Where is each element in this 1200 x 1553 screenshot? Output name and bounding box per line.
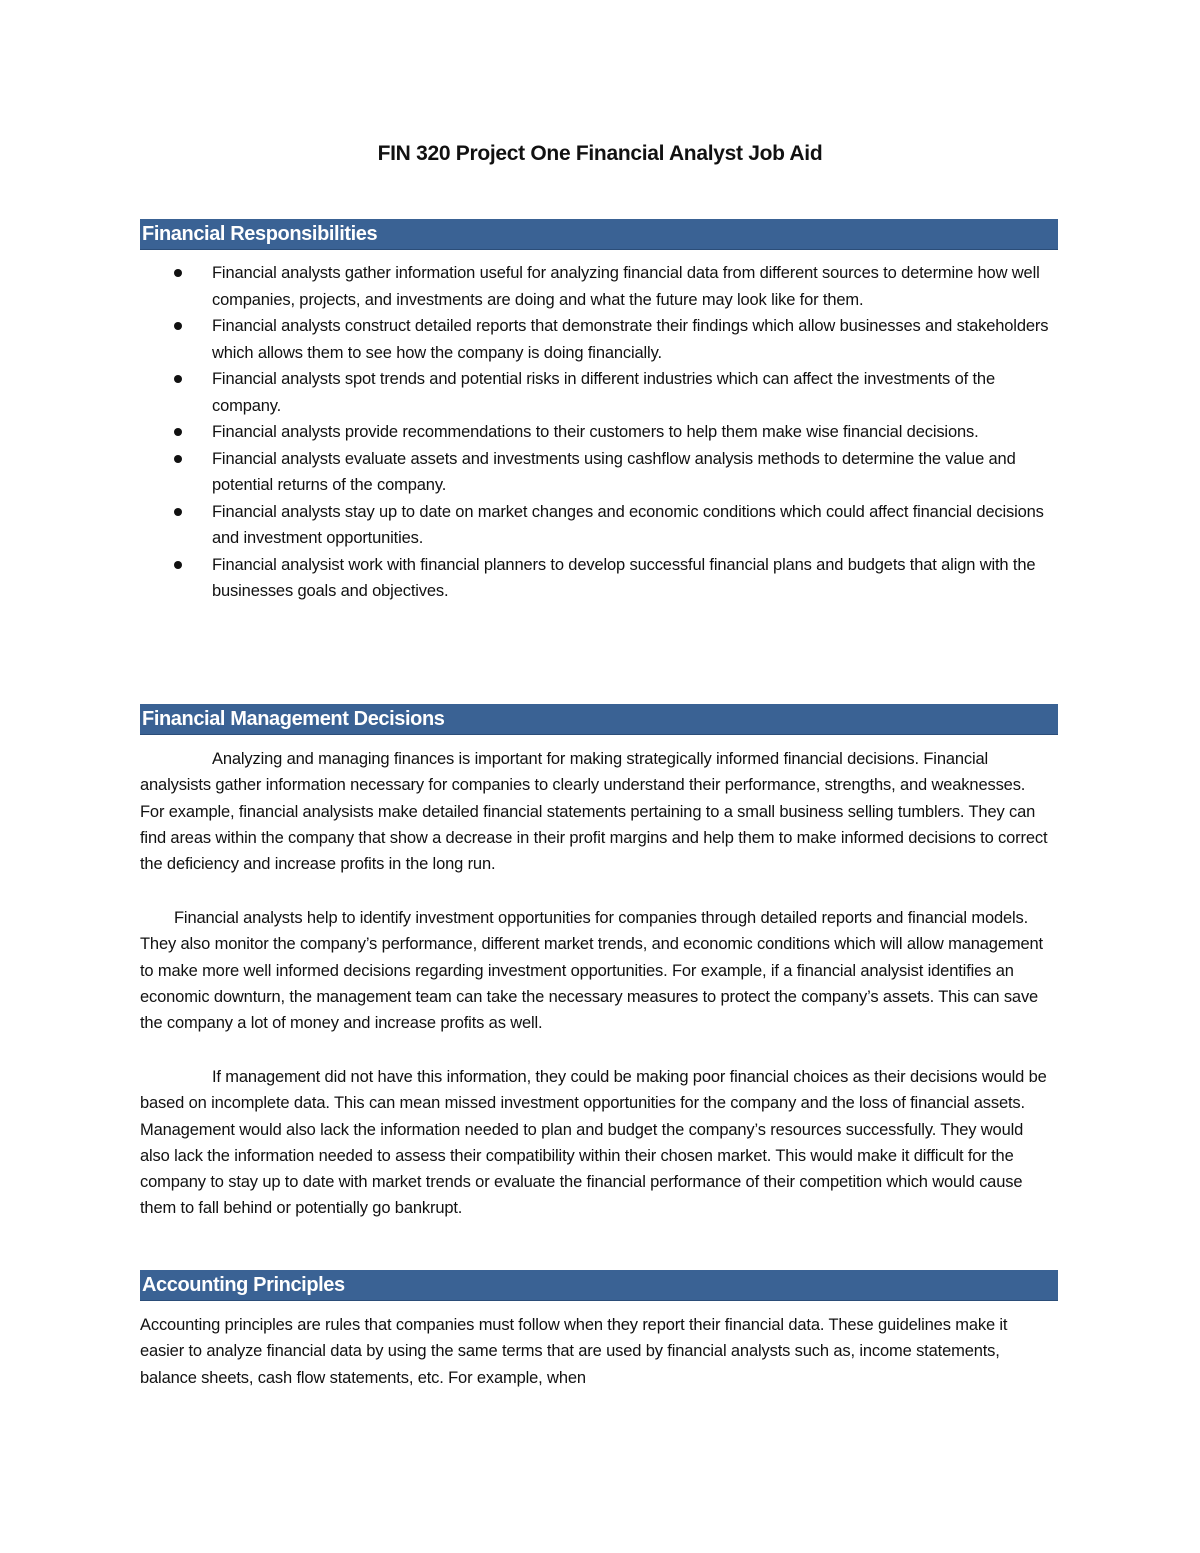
list-item-text: Financial analysts evaluate assets and investments using cashflow analysis methods to determine the value and potential returns of the company. xyxy=(212,449,1016,494)
bullet-icon xyxy=(174,269,182,277)
list-item-text: Financial analysts stay up to date on market changes and economic conditions which could affect financial decisions and investment opportunities. xyxy=(212,502,1044,547)
list-item xyxy=(140,446,1060,499)
list-item xyxy=(140,313,1060,366)
bullet-icon xyxy=(174,508,182,516)
section-heading-accounting-principles: Accounting Principles xyxy=(140,1270,1058,1301)
body-paragraph: Analyzing and managing finances is important for making strategically informed financial decisions. Financial analysists gather information necessary for companies to clearly understand their performance, strengths, and weaknesses. For example, financial analysists make detailed financial statements pertaining to a small business selling tumblers. They can find areas within the company that show a decrease in their profit margins and help them to make informed decisions to correct the deficiency and increase profits in the long run. xyxy=(140,750,1048,874)
bullet-icon xyxy=(174,428,182,436)
body-paragraph: Financial analysts help to identify investment opportunities for companies through detailed reports and financial models. They also monitor the company’s performance, different market trends, and economic conditions which will allow management to make more well informed decisions regarding investment opportunities. For example, if a financial analysist identifies an economic downturn, the management team can take the necessary measures to protect the company’s assets. This can save the company a lot of money and increase profits as well. xyxy=(140,909,1043,1033)
list-item-text: Financial analysts construct detailed reports that demonstrate their findings which allow businesses and stakeholders which allows them to see how the company is doing financially. xyxy=(212,317,1049,362)
list-item xyxy=(140,552,1060,605)
document-title: FIN 320 Project One Financial Analyst Job Aid xyxy=(377,142,823,165)
bullet-icon xyxy=(174,455,182,463)
bullet-icon xyxy=(174,561,182,569)
section-heading-financial-responsibilities: Financial Responsibilities xyxy=(140,219,1058,250)
list-item xyxy=(140,260,1060,313)
section-heading-financial-management-decisions: Financial Management Decisions xyxy=(140,704,1058,735)
list-item xyxy=(140,419,1060,446)
list-item xyxy=(140,366,1060,419)
body-paragraph: Accounting principles are rules that companies must follow when they report their financial data. These guidelines make it easier to analyze financial data by using the same terms that are used by financial analysts such as, income statements, balance sheets, cash flow statements, etc. For example, when xyxy=(140,1316,1008,1387)
bullet-icon xyxy=(174,375,182,383)
body-paragraph: If management did not have this information, they could be making poor financial choices as their decisions would be based on incomplete data. This can mean missed investment opportunities for the company and the loss of financial assets. Management would also lack the information needed to plan and budget the company’s resources successfully. They would also lack the information needed to assess their compatibility within their chosen market. This would make it difficult for the company to stay up to date with market trends or evaluate the financial performance of their competition which would cause them to fall behind or potentially go bankrupt. xyxy=(140,1068,1047,1218)
list-item-text: Financial analysist work with financial planners to develop successful financial plans and budgets that align with the businesses goals and objectives. xyxy=(212,555,1036,600)
list-item-text: Financial analysts gather information useful for analyzing financial data from different sources to determine how well companies, projects, and investments are doing and what the future may look like for them. xyxy=(212,264,1040,309)
list-item-text: Financial analysts provide recommendations to their customers to help them make wise financial decisions. xyxy=(212,423,979,441)
responsibilities-list xyxy=(140,260,1060,605)
bullet-icon xyxy=(174,322,182,330)
list-item-text: Financial analysts spot trends and potential risks in different industries which can affect the investments of the company. xyxy=(212,370,995,415)
list-item xyxy=(140,499,1060,552)
